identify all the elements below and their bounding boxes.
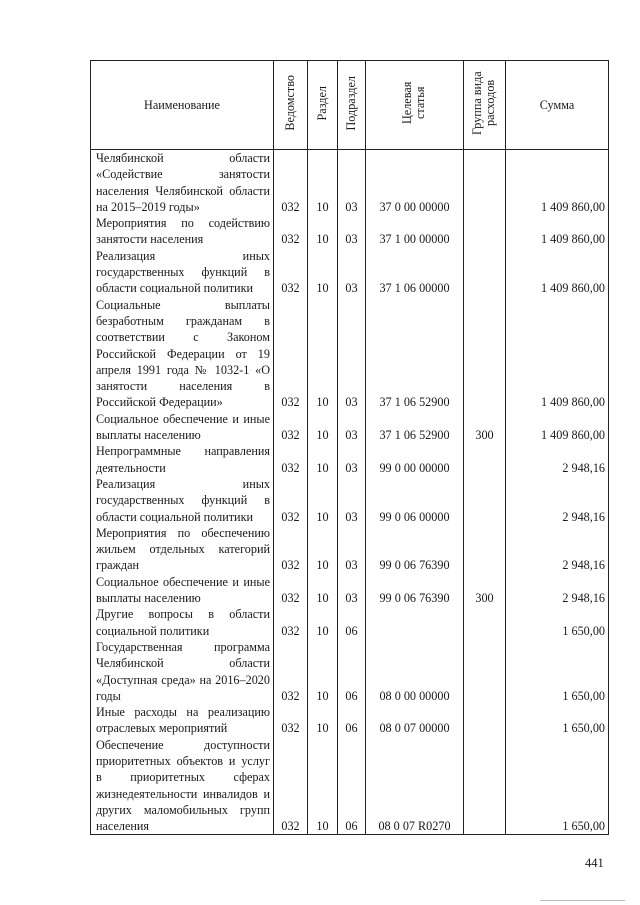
cell-cs: 37 1 00 00000 (366, 215, 464, 248)
cell-sum: 1 409 860,00 (506, 215, 609, 248)
cell-vr (464, 443, 506, 476)
cell-ved: 032 (274, 476, 308, 525)
cell-ved: 032 (274, 297, 308, 411)
cell-sum: 1 650,00 (506, 737, 609, 835)
cell-cs: 99 0 06 76390 (366, 574, 464, 607)
cell-razdel: 10 (308, 215, 338, 248)
cell-sum: 1 409 860,00 (506, 297, 609, 411)
cell-cs: 08 0 07 00000 (366, 704, 464, 737)
cell-name: Реализация иных государственных функций в области социальной политики (91, 248, 274, 297)
header-gruppa-vida-rashodov: Группа вида расходов (464, 61, 506, 150)
cell-razdel: 10 (308, 606, 338, 639)
cell-razdel: 10 (308, 525, 338, 574)
cell-vr (464, 297, 506, 411)
cell-ved: 032 (274, 215, 308, 248)
cell-razdel: 10 (308, 411, 338, 444)
cell-vr (464, 606, 506, 639)
cell-sum: 1 409 860,00 (506, 248, 609, 297)
cell-sum: 1 650,00 (506, 639, 609, 704)
cell-razdel: 10 (308, 704, 338, 737)
cell-podrazdel: 03 (338, 150, 366, 216)
table-row (91, 411, 609, 444)
cell-podrazdel: 03 (338, 411, 366, 444)
table-row (91, 574, 609, 607)
cell-cs: 37 1 06 52900 (366, 297, 464, 411)
table-row (91, 639, 609, 704)
cell-razdel: 10 (308, 737, 338, 835)
cell-sum: 1 650,00 (506, 704, 609, 737)
cell-name: Социальное обеспечение и иные выплаты населению (91, 574, 274, 607)
table-row (91, 215, 609, 248)
cell-sum: 2 948,16 (506, 476, 609, 525)
cell-podrazdel: 03 (338, 574, 366, 607)
cell-ved: 032 (274, 150, 308, 216)
cell-name: Реализация иных государственных функций в области социальной политики (91, 476, 274, 525)
cell-podrazdel: 06 (338, 704, 366, 737)
table-row (91, 443, 609, 476)
cell-sum: 2 948,16 (506, 443, 609, 476)
cell-ved: 032 (274, 525, 308, 574)
cell-vr (464, 476, 506, 525)
table-row (91, 476, 609, 525)
cell-podrazdel: 03 (338, 215, 366, 248)
cell-podrazdel: 06 (338, 606, 366, 639)
cell-podrazdel: 03 (338, 443, 366, 476)
cell-name: Государственная программа Челябинской области «Доступная среда» на 2016–2020 годы (91, 639, 274, 704)
header-podrazdel: Подраздел (338, 61, 366, 150)
table-row (91, 606, 609, 639)
cell-podrazdel: 06 (338, 737, 366, 835)
cell-sum: 1 409 860,00 (506, 411, 609, 444)
cell-sum: 1 409 860,00 (506, 150, 609, 216)
table-body (91, 150, 609, 835)
cell-vr (464, 525, 506, 574)
cell-vr (464, 248, 506, 297)
cell-vr (464, 639, 506, 704)
cell-ved: 032 (274, 574, 308, 607)
header-razdel: Раздел (308, 61, 338, 150)
cell-podrazdel: 03 (338, 476, 366, 525)
cell-cs: 99 0 00 00000 (366, 443, 464, 476)
cell-vr (464, 737, 506, 835)
budget-table (90, 60, 609, 835)
cell-vr: 300 (464, 411, 506, 444)
table-row (91, 150, 609, 216)
cell-ved: 032 (274, 411, 308, 444)
cell-cs: 99 0 06 00000 (366, 476, 464, 525)
cell-sum: 2 948,16 (506, 525, 609, 574)
footer-rule (540, 900, 625, 901)
table-header-row (91, 61, 609, 150)
table-row (91, 525, 609, 574)
cell-name: Обеспечение доступности приоритетных объектов и услуг в приоритетных сферах жизнедеятельности инвалидов и других маломобильных групп населения (91, 737, 274, 835)
page-number: 441 (585, 856, 604, 870)
header-summa: Сумма (506, 61, 609, 150)
cell-ved: 032 (274, 737, 308, 835)
cell-vr (464, 704, 506, 737)
cell-razdel: 10 (308, 574, 338, 607)
cell-ved: 032 (274, 606, 308, 639)
cell-cs: 99 0 06 76390 (366, 525, 464, 574)
header-vedomstvo: Ведомство (274, 61, 308, 150)
cell-ved: 032 (274, 443, 308, 476)
cell-podrazdel: 03 (338, 248, 366, 297)
cell-ved: 032 (274, 248, 308, 297)
table-row (91, 737, 609, 835)
cell-ved: 032 (274, 639, 308, 704)
cell-podrazdel: 06 (338, 639, 366, 704)
cell-name: Челябинской области «Содействие занятости населения Челябинской области на 2015–2019 годы» (91, 150, 274, 216)
cell-cs: 08 0 07 R0270 (366, 737, 464, 835)
cell-cs: 37 1 06 00000 (366, 248, 464, 297)
cell-name: Мероприятия по обеспечению жильем отдельных категорий граждан (91, 525, 274, 574)
cell-name: Социальные выплаты безработным гражданам в соответствии с Законом Российской Федерации от 19 апреля 1991 года № 1032-1 «О занятости населения в Российской Федерации» (91, 297, 274, 411)
cell-cs: 37 0 00 00000 (366, 150, 464, 216)
cell-razdel: 10 (308, 248, 338, 297)
cell-podrazdel: 03 (338, 297, 366, 411)
cell-razdel: 10 (308, 297, 338, 411)
cell-razdel: 10 (308, 476, 338, 525)
cell-cs: 08 0 00 00000 (366, 639, 464, 704)
cell-sum: 1 650,00 (506, 606, 609, 639)
header-celevaya-statya: Целевая статья (366, 61, 464, 150)
cell-ved: 032 (274, 704, 308, 737)
table-row (91, 297, 609, 411)
cell-cs (366, 606, 464, 639)
cell-sum: 2 948,16 (506, 574, 609, 607)
cell-vr (464, 215, 506, 248)
cell-name: Социальное обеспечение и иные выплаты населению (91, 411, 274, 444)
cell-razdel: 10 (308, 443, 338, 476)
budget-table-container (90, 60, 608, 835)
cell-name: Непрограммные направления деятельности (91, 443, 274, 476)
cell-name: Другие вопросы в области социальной политики (91, 606, 274, 639)
table-row (91, 704, 609, 737)
cell-podrazdel: 03 (338, 525, 366, 574)
cell-razdel: 10 (308, 639, 338, 704)
header-name: Наименование (91, 61, 274, 150)
cell-vr (464, 150, 506, 216)
cell-vr: 300 (464, 574, 506, 607)
cell-razdel: 10 (308, 150, 338, 216)
cell-cs: 37 1 06 52900 (366, 411, 464, 444)
cell-name: Иные расходы на реализацию отраслевых мероприятий (91, 704, 274, 737)
cell-name: Мероприятия по содействию занятости населения (91, 215, 274, 248)
table-row (91, 248, 609, 297)
